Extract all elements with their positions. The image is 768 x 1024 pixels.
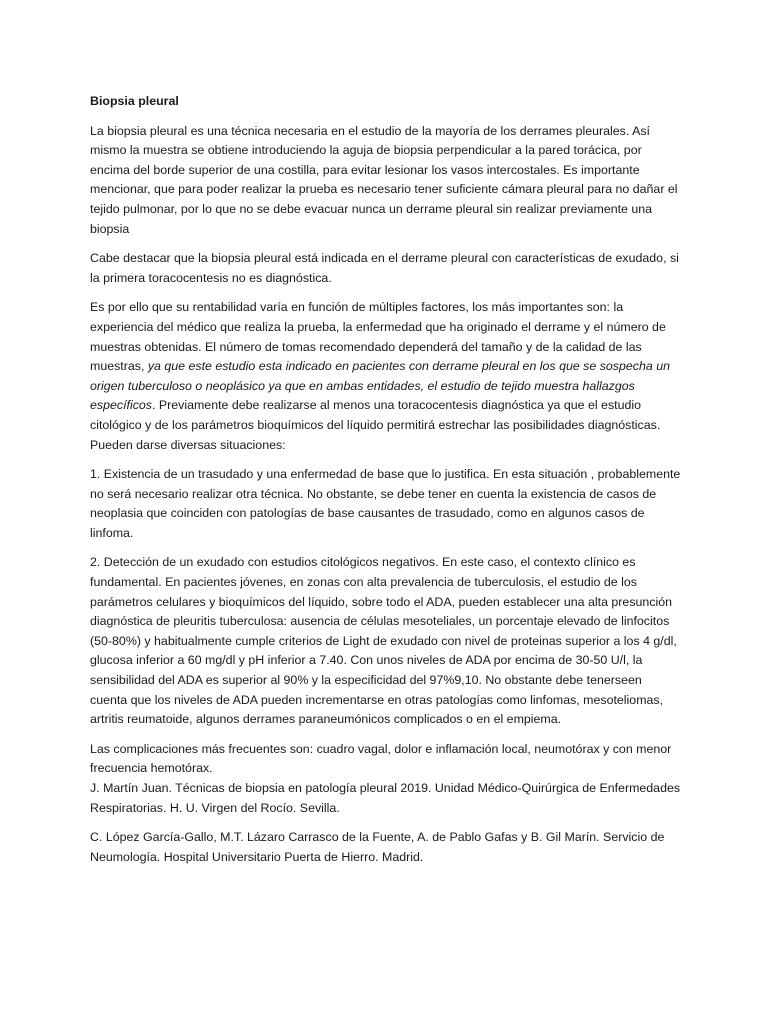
complications-and-reference — [90, 740, 682, 818]
reference-1: J. Martín Juan. Técnicas de biopsia en patología pleural 2019. Unidad Médico-Quirúrgica de Enfermedades Respiratorias. H. U. Virgen del Rocío. Sevilla. — [90, 781, 681, 815]
paragraph-complications: Las complicaciones más frecuentes son: cuadro vagal, dolor e inflamación local, neumotórax y con menor frecuencia hemotórax. — [90, 741, 672, 776]
paragraph-rentabilidad-end: . Previamente debe realizarse al menos una toracocentesis diagnóstica ya que el estudio citológico y de los parámetros bioquímicos del líquido permitirá estrechar las posibilidades diagnósticas. Pueden darse diversas situaciones: — [90, 398, 661, 452]
reference-2: C. López García-Gallo, M.T. Lázaro Carrasco de la Fuente, A. de Pablo Gafas y B. Gil Marín. Servicio de Neumología. Hospital Universitario Puerta de Hierro. Madrid. — [90, 830, 665, 864]
paragraph-situation-1: 1. Existencia de un trasudado y una enfermedad de base que lo justifica. En esta situación , probablemente no será necesario realizar otra técnica. No obstante, se debe tener en cuenta la existencia de casos de neoplasia que coinciden con patologías de base causantes de trasudado, como en algunos casos de linfoma. — [90, 467, 681, 540]
paragraph-rentabilidad-italic: ya que este estudio esta indicado en pacientes con derrame pleural en los que se sospecha un origen tuberculoso o neoplásico ya que en ambas entidades, el estudio de tejido muestra hallazgos específicos — [90, 359, 670, 413]
paragraph-situation-2: 2. Detección de un exudado con estudios citológicos negativos. En este caso, el contexto clínico es fundamental. En pacientes jóvenes, en zonas con alta prevalencia de tuberculosis, el estudio de los parámetros celulares y bioquímicos del líquido, sobre todo el ADA, pueden establecer una alta presunción diagnóstica de pleuritis tuberculosa: ausencia de células mesoteliales, un porcentaje elevado de linfocitos (50-80%) y habitualmente cumple criterios de Light de exudado con nivel de proteinas superior a los 4 g/dl, glucosa inferior a 60 mg/dl y pH inferior a 7.40. Con unos niveles de ADA por encima de 30-50 U/l, la sensibilidad del ADA es superior al 90% y la especificidad del 97%9,10. No obstante debe tenerseen cuenta que los niveles de ADA pueden incrementarse en otras patologías como linfomas, mesoteliomas, artritis reumatoide, algunos derrames paraneumónicos complicados o en el empiema. — [90, 555, 677, 727]
paragraph-indication: Cabe destacar que la biopsia pleural está indicada en el derrame pleural con características de exudado, si la primera toracocentesis no es diagnóstica. — [90, 251, 679, 285]
document-page — [90, 92, 682, 877]
paragraph-rentabilidad — [90, 298, 682, 455]
paragraph-intro: La biopsia pleural es una técnica necesaria en el estudio de la mayoría de los derrames pleurales. Así mismo la muestra se obtiene introduciendo la aguja de biopsia perpendicular a la pared torácica, por encima del borde superior de una costilla, para evitar lesionar los vasos intercostales. Es importante mencionar, que para poder realizar la prueba es necesario tener suficiente cámara pleural para no dañar el tejido pulmonar, por lo que no se debe evacuar nunca un derrame pleural sin realizar previamente una biopsia — [90, 123, 678, 236]
paragraph-rentabilidad-start: Es por ello que su rentabilidad varía en función de múltiples factores, los más importantes son: la experiencia del médico que realiza la prueba, la enfermedad que ha originado el derrame y el número de muestras obtenidas. El número de tomas recomendado dependerá del tamaño y de la calidad de las muestras, — [90, 300, 666, 374]
document-title: Biopsia pleural — [90, 94, 179, 108]
